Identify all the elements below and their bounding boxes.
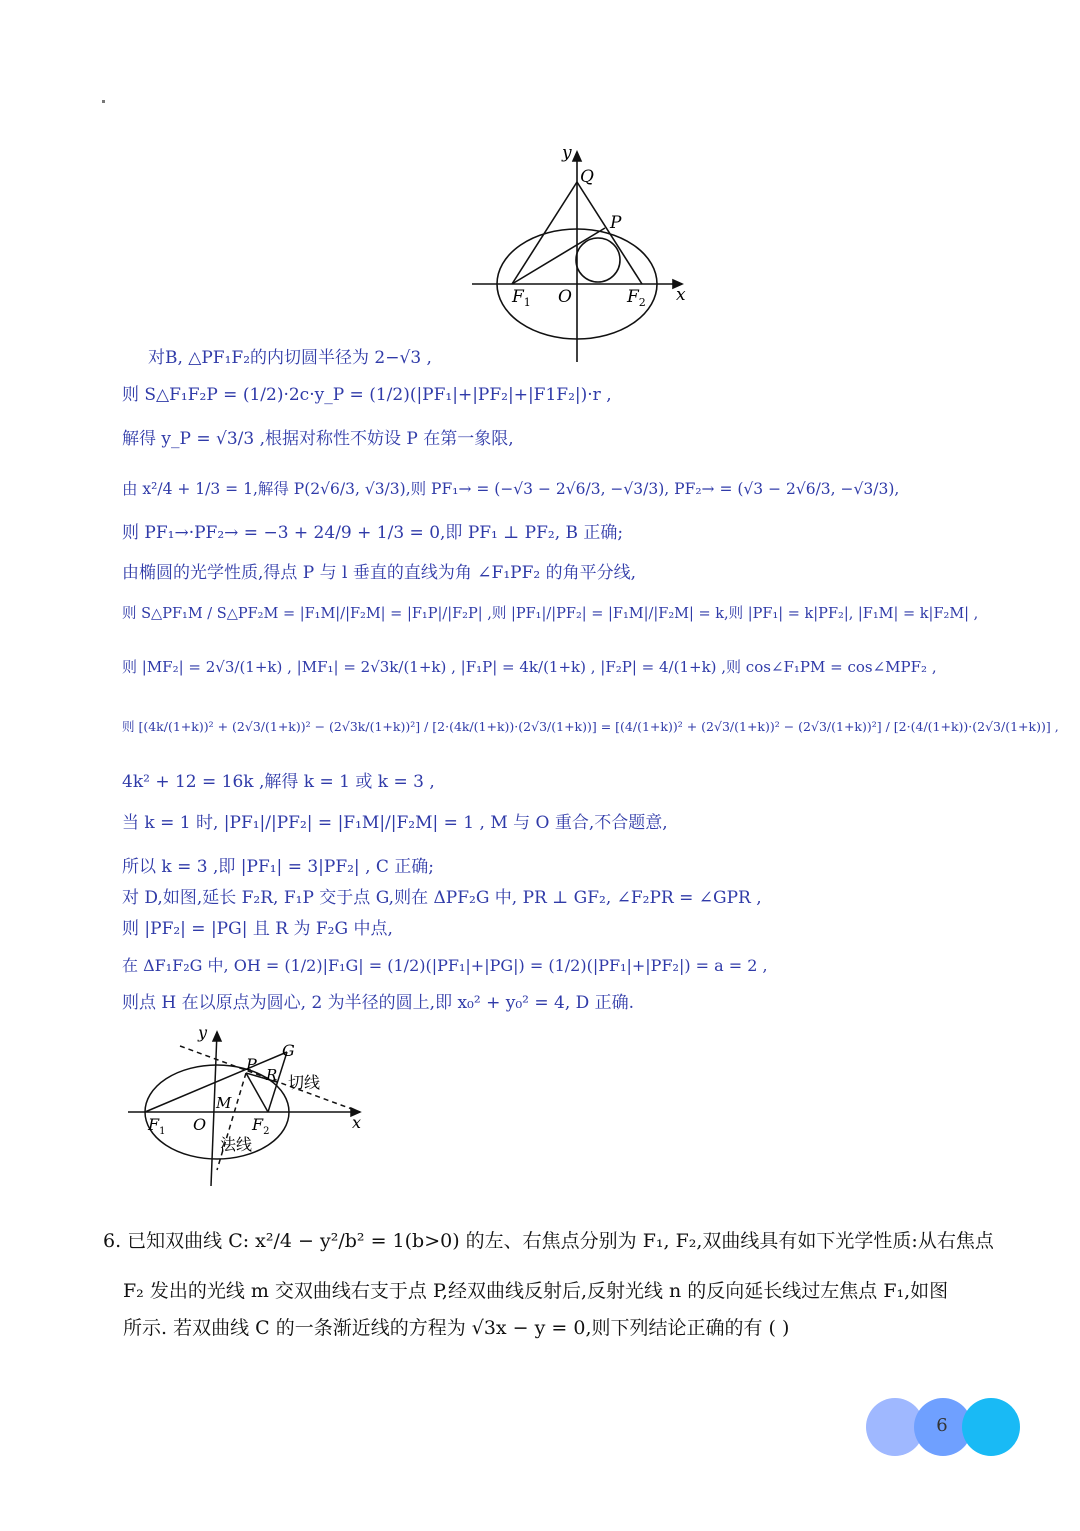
page-speck [102,100,105,103]
question-6-line-2: F₂ 发出的光线 m 交双曲线右支于点 P,经双曲线反射后,反射光线 n 的反向延长线过左焦点 F₁,如图 [123,1280,949,1302]
solution-line-6: 由椭圆的光学性质,得点 P 与 l 垂直的直线为角 ∠F₁PF₂ 的角平分线, [122,563,637,583]
fig2-y-label: y [198,1023,208,1042]
fig1-f1-label: $F_1$ [512,287,531,309]
solution-line-16: 则点 H 在以原点为圆心, 2 为半径的圆上,即 x₀² + y₀² = 4, D 正确. [122,993,635,1013]
fig2-f2-label: $F_2$ [252,1115,270,1137]
solution-line-12: 所以 k = 3 ,即 |PF₁| = 3|PF₂| , C 正确; [122,857,435,877]
fig2-m-label: M [216,1094,232,1112]
solution-line-7: 则 S△PF₁M / S△PF₂M = |F₁M|/|F₂M| = |F₁P|/|F₂P| ,则 |PF₁|/|PF₂| = |F₁M|/|F₂M| = k,则 |PF₁| = k|PF₂|, |F₁M| = k|F₂M| , [122,606,979,622]
page-dot-right [962,1398,1020,1456]
figure-ellipse-incircle [460,140,700,365]
fig1-p-label: P [610,213,622,233]
fig2-x-label: x [352,1113,362,1132]
fig2-g-label: G [282,1041,295,1060]
fig2-r-label: R [266,1066,278,1084]
solution-line-11: 当 k = 1 时, |PF₁|/|PF₂| = |F₁M|/|F₂M| = 1 , M 与 O 重合,不合题意, [122,813,668,833]
fig1-q-label: Q [580,167,594,187]
fig2-tangent-label: 切线 [288,1073,321,1092]
solution-line-15: 在 ΔF₁F₂G 中, OH = (1/2)|F₁G| = (1/2)(|PF₁|+|PG|) = (1/2)(|PF₁|+|PF₂|) = a = 2 , [122,956,768,975]
question-6-line-1: 6. 已知双曲线 C: x²/4 − y²/b² = 1(b>0) 的左、右焦点分别为 F₁, F₂,双曲线具有如下光学性质:从右焦点 [103,1230,994,1252]
figure-ellipse-tangent-normal [120,1020,380,1190]
fig2-normal-label: 法线 [220,1135,253,1154]
solution-line-9: 则 [(4k/(1+k))² + (2√3/(1+k))² − (2√3k/(1+k))²] / [2·(4k/(1+k))·(2√3/(1+k))] = [(4/(1+k))² + (2√3/(1+k))² − (2√3/(1+k))²] / [2·(4/(1+k))·(2√3/(1+k))] , [122,719,1059,734]
fig1-o-label: O [558,287,572,307]
fig2-f1-label: $F_1$ [148,1115,166,1137]
solution-line-2: 则 S△F₁F₂P = (1/2)·2c·y_P = (1/2)(|PF₁|+|PF₂|+|F1F₂|)·r , [122,385,612,405]
fig1-x-label: x [676,285,686,305]
solution-line-4: 由 x²/4 + 1/3 = 1,解得 P(2√6/3, √3/3),则 PF₁→ = (−√3 − 2√6/3, −√3/3), PF₂→ = (√3 − 2√6/3, −√3/3), [122,480,900,498]
solution-line-5: 则 PF₁→·PF₂→ = −3 + 24/9 + 1/3 = 0,即 PF₁ ⊥ PF₂, B 正确; [122,523,624,543]
solution-line-1: 对B, △PF₁F₂的内切圆半径为 2−√3 , [148,348,432,368]
solution-line-8: 则 |MF₂| = 2√3/(1+k) , |MF₁| = 2√3k/(1+k) , |F₁P| = 4k/(1+k) , |F₂P| = 4/(1+k) ,则 cos∠F₁PM = cos∠MPF₂ , [122,658,937,676]
fig1-y-label: y [562,143,572,163]
solution-line-10: 4k² + 12 = 16k ,解得 k = 1 或 k = 3 , [122,772,435,792]
fig2-o-label: O [193,1115,207,1134]
page-number: 6 [936,1415,948,1436]
solution-line-13: 对 D,如图,延长 F₂R, F₁P 交于点 G,则在 ΔPF₂G 中, PR ⊥ GF₂, ∠F₂PR = ∠GPR , [122,888,762,908]
fig2-p-label: P [246,1055,257,1074]
question-6-line-3: 所示. 若双曲线 C 的一条渐近线的方程为 √3x − y = 0,则下列结论正确的有 ( ) [123,1317,790,1339]
solution-line-14: 则 |PF₂| = |PG| 且 R 为 F₂G 中点, [122,919,393,939]
fig1-f2-label: $F_2$ [627,287,646,309]
solution-line-3: 解得 y_P = √3/3 ,根据对称性不妨设 P 在第一象限, [122,429,514,449]
